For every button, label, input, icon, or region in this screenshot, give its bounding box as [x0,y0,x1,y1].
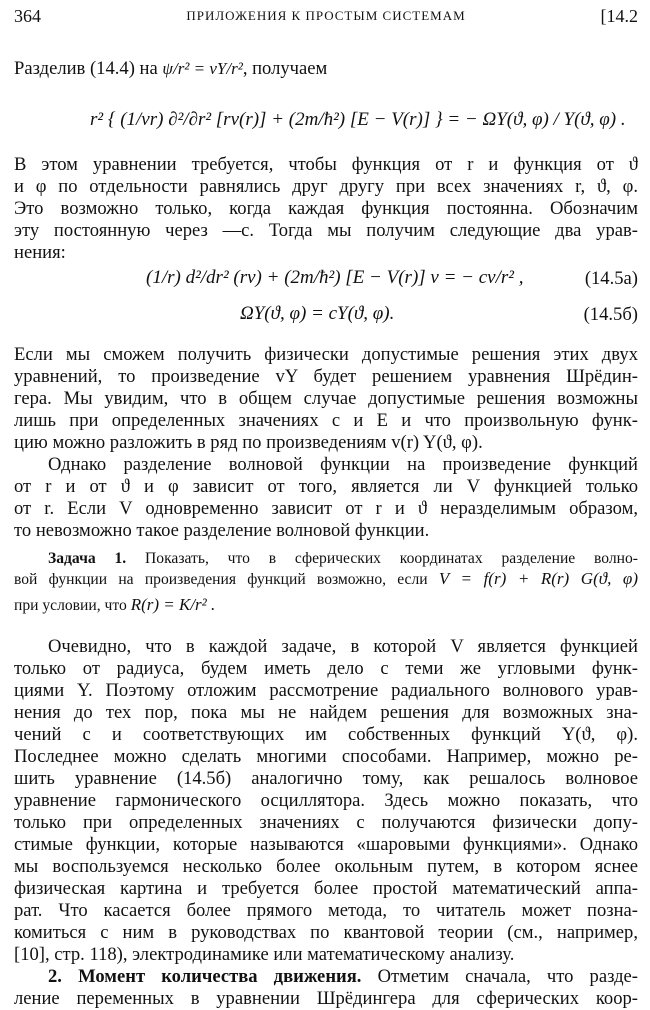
paragraph2-line: гера. Мы увидим, что в общем случае допустимые решения возможны [14,388,638,409]
paragraph1-line: и φ по отдельности равнялись друг другу при всех значениях r, ϑ, φ. [14,176,638,197]
paragraph2-line: Если мы сможем получить физически допустимые решения этих двух [14,344,638,365]
paragraph4-line: шить уравнение (14.5б) аналогично тому, как решалось волновое [14,768,638,789]
running-title: ПРИЛОЖЕНИЯ К ПРОСТЫМ СИСТЕМАМ [186,8,466,23]
equation-14-5b: ΩY(ϑ, φ) = cY(ϑ, φ). [240,303,395,324]
paragraph4-line: мы воспользуемся несколько более окольным путем, в котором яснее [14,856,638,877]
paragraph2-line: лишь при определенных значениях c и E и что произвольную функ- [14,410,638,431]
paragraph2-line: уравнений, то произведение vY будет решением уравнения Шрёдин- [14,366,638,387]
problem-line-1: Задача 1. Показать, что в сферических координатах разделение волно- [48,550,638,567]
paragraph3-line: Однако разделение волновой функции на произведение функций [48,454,638,475]
paragraph3-line: от r. Если V одновременно зависит от r и ϑ неразделимым образом, [14,498,638,519]
paragraph3-line: от r и от ϑ и φ зависит от того, является ли V функцией только [14,476,638,497]
equation-14-5a: (1/r) d²/dr² (rv) + (2m/ħ²) [E − V(r)] v = − cv/r² , [146,267,524,288]
intro-formula: ψ/r² = vY/r² [162,59,243,78]
paragraph4-line: только при определенных значениях c получаются физически допу- [14,812,638,833]
equation-number-a: (14.5а) [584,268,638,289]
section2-line-2: ление переменных в уравнении Шрёдингера для сферических коор- [14,988,638,1009]
intro-text-before: Разделив (14.4) на [14,58,158,79]
paragraph2-line: цию можно разложить в ряд по произведениям v(r) Y(ϑ, φ). [14,432,483,453]
paragraph4-line: [10], стр. 118), электродинамике или математическому анализу. [14,944,515,965]
paragraph4-line: уравнение гармонического осциллятора. Здесь можно показать, что [14,790,638,811]
paragraph1-line: эту постоянную через —c. Тогда мы получим следующие два урав- [14,220,638,241]
section2-line-1: 2. Момент количества движения. Отметим сначала, что разде- [48,966,638,987]
section2-heading: 2. Момент количества движения. [48,966,362,987]
problem-line-2: вой функции на произведения функций возможно, если V = f(r) + R(r) G(ϑ, φ) [14,569,638,588]
paragraph4-line: нения до тех пор, пока мы не найдем решения для возможных зна- [14,702,638,723]
paragraph1-line: Это возможно только, когда каждая функция постоянна. Обозначим [14,198,638,219]
paragraph1-line: В этом уравнении требуется, чтобы функция от r и функция от ϑ [14,154,638,175]
paragraph4-line: Последнее можно сделать многими способами. Например, можно ре- [14,746,638,767]
equation-number-b: (14.5б) [583,304,638,325]
intro-text-after: , получаем [242,58,328,79]
intro-line [14,58,638,80]
paragraph4-line: рат. Что касается более прямого метода, то читатель может позна- [14,900,638,921]
paragraph4-line: циями Y. Поэтому отложим рассмотрение радиального волнового урав- [14,680,638,701]
section-number: [14.2 [600,6,638,26]
paragraph4-line: только от радиуса, будем иметь дело с теми же угловыми функ- [14,658,638,679]
problem-label: Задача 1. [48,550,127,567]
paragraph4-line: Очевидно, что в каждой задаче, в которой V является функцией [48,636,638,657]
problem-line-3: при условии, что R(r) = K/r² . [14,595,216,614]
page-number: 364 [14,6,41,26]
equation-main: r² { (1/vr) ∂²/∂r² [rv(r)] + (2m/ħ²) [E − V(r)] } = − ΩY(ϑ, φ) / Y(ϑ, φ) . [90,109,626,130]
running-header [14,6,638,32]
paragraph4-line: чений c и соответствующих им собственных функций Y(ϑ, φ). [14,724,638,745]
paragraph3-line: то невозможно такое разделение волновой функции. [14,520,430,541]
paragraph4-line: физическая картина и требуется более простой математический аппа- [14,878,638,899]
paragraph4-line: стимые функции, которые называются «шаровыми функциями». Однако [14,834,638,855]
paragraph1-line: нения: [14,242,66,263]
paragraph4-line: комиться с ним в руководствах по квантовой теории (см., например, [14,922,638,943]
